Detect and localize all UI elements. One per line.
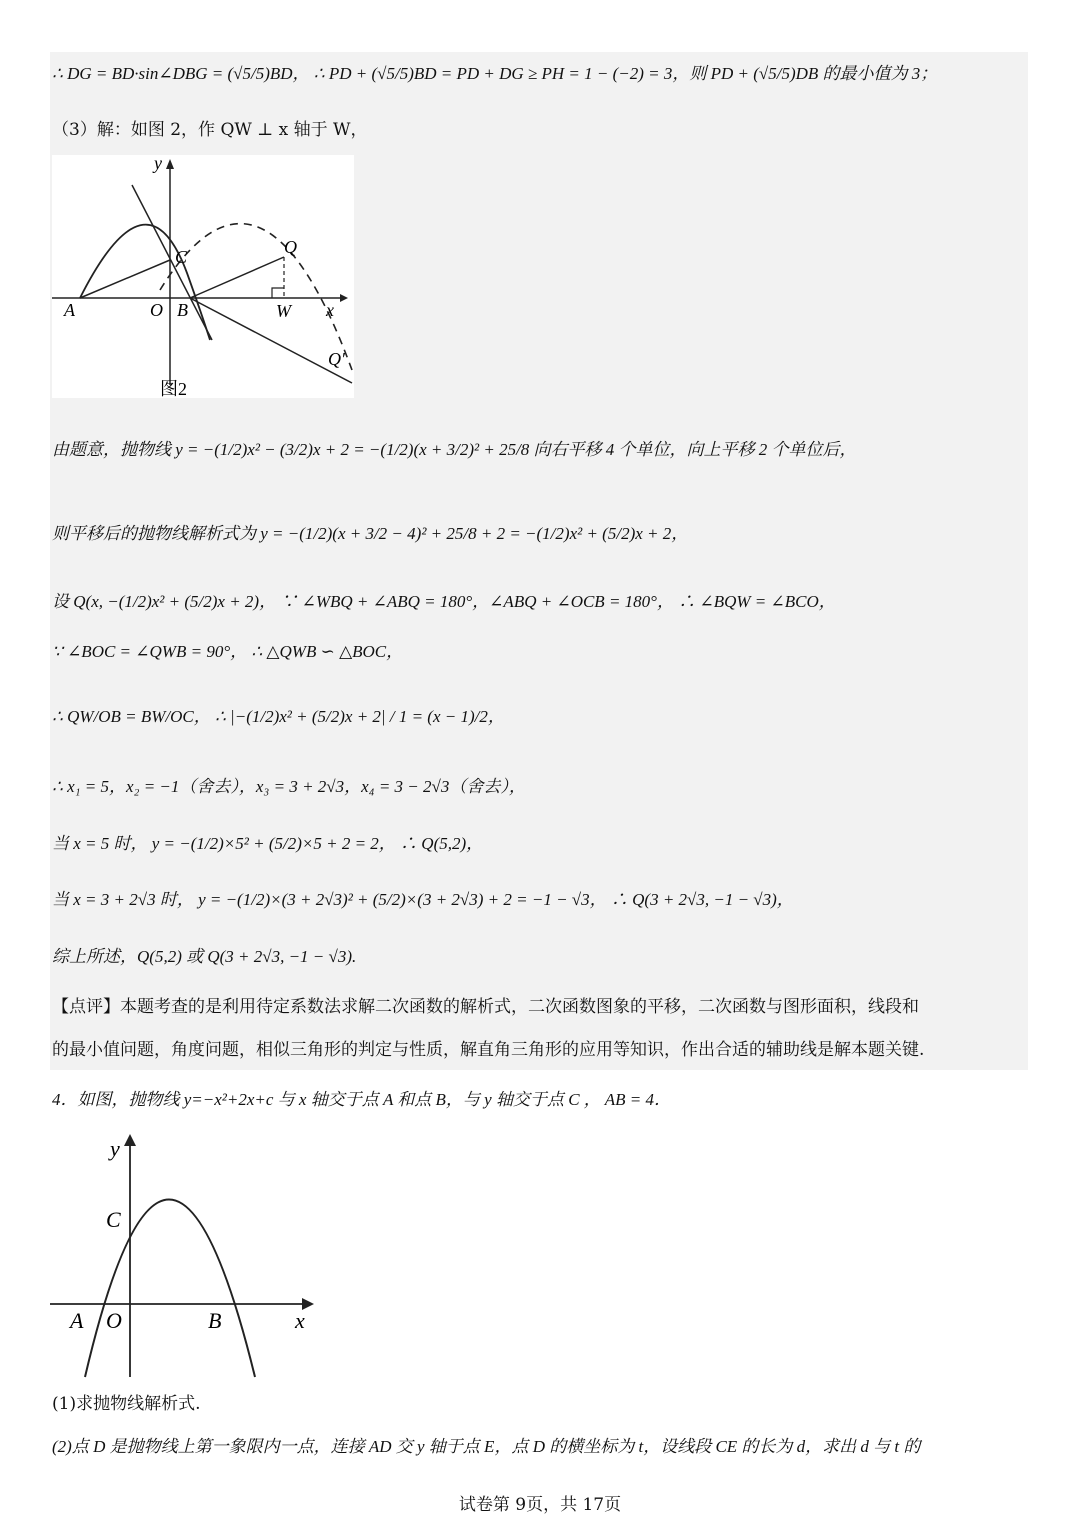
problem-4-question-1: (1)求抛物线解析式. [52, 1394, 201, 1414]
review-line-1: 【点评】本题考查的是利用待定系数法求解二次函数的解析式，二次函数图象的平移，二次函数与图形面积，线段和 [52, 997, 919, 1017]
line-cb [132, 185, 212, 340]
label-y: y [154, 155, 162, 173]
solution-line-2: （3）解：如图 2，作 QW ⊥ x 轴于 W， [52, 120, 368, 140]
solution-line-4: 则平移后的抛物线解析式为 y = −(1/2)(x + 3/2 − 4)² + 25/8 + 2 = −(1/2)x² + (5/2)x + 2， [52, 524, 689, 543]
review-line-2: 的最小值问题，角度问题，相似三角形的判定与性质，解直角三角形的应用等知识，作出合适的辅助线是解本题关键. [52, 1040, 925, 1060]
label-a: A [64, 300, 75, 320]
p4-label-o: O [106, 1308, 122, 1333]
solution-line-3: 由题意，抛物线 y = −(1/2)x² − (3/2)x + 2 = −(1/2)(x + 3/2)² + 25/8 向右平移 4 个单位，向上平移 2 个单位后， [52, 440, 857, 459]
solution-line-7: ∴ QW/OB = BW/OC， ∴ |−(1/2)x² + (5/2)x + 2| / 1 = (x − 1)/2， [52, 707, 505, 726]
right-angle-mark [272, 288, 284, 298]
x-axis-arrow [340, 294, 348, 302]
p4-label-y: y [110, 1136, 120, 1161]
label-q: Q [284, 237, 297, 257]
figure-2 [52, 155, 354, 398]
p4-label-x: x [295, 1308, 305, 1333]
shifted-parabola [160, 224, 352, 370]
solution-line-6: ∵ ∠BOC = ∠QWB = 90°， ∴ △QWB ∽ △BOC， [52, 642, 404, 661]
solution-line-5: 设 Q(x, −(1/2)x² + (5/2)x + 2)， ∵ ∠WBQ + ∠ABQ = 180°，∠ABQ + ∠OCB = 180°， ∴ ∠BQW = ∠BCO， [52, 592, 836, 611]
problem-4-graph [50, 1132, 325, 1380]
label-x: x [326, 300, 334, 320]
original-parabola [80, 225, 210, 340]
p4-label-b: B [208, 1308, 222, 1333]
page-footer: 试卷第 9页，共 17页 [458, 1495, 622, 1515]
label-w: W [276, 301, 291, 321]
label-q-prime: Q′ [328, 349, 345, 369]
label-c: C [175, 247, 188, 267]
solution-line-11: 综上所述，Q(5,2) 或 Q(3 + 2√3, −1 − √3). [52, 947, 357, 966]
line-ac [80, 260, 170, 298]
figure-2-graph [52, 155, 354, 398]
problem-4-stem: 4．如图，抛物线 y=−x²+2x+c 与 x 轴交于点 A 和点 B，与 y 轴交于点 C ， AB = 4． [52, 1090, 671, 1109]
problem-4-question-2: (2)点 D 是抛物线上第一象限内一点，连接 AD 交 y 轴于点 E，点 D 的横坐标为 t，设线段 CE 的长为 d，求出 d 与 t 的 [52, 1437, 921, 1456]
problem-4-figure [50, 1132, 325, 1380]
solution-line-8: ∴ x₁ = 5，x₂ = −1（舍去），x₃ = 3 + 2√3，x₄ = 3 − 2√3（舍去）， [52, 777, 526, 796]
label-o: O [150, 300, 163, 320]
solution-line-1: ∴ DG = BD·sin∠DBG = (√5/5)BD， ∴ PD + (√5/5)BD = PD + DG ≥ PH = 1 − (−2) = 3，则 PD + (√5/5)DB 的最小值为 3； [52, 64, 938, 83]
p4-y-axis-arrow [124, 1134, 136, 1146]
y-axis-arrow [166, 159, 174, 169]
p4-label-a: A [70, 1308, 84, 1333]
solution-line-10: 当 x = 3 + 2√3 时， y = −(1/2)×(3 + 2√3)² + (5/2)×(3 + 2√3) + 2 = −1 − √3， ∴ Q(3 + 2√3, −1 − √3)， [52, 890, 794, 909]
figure-2-caption: 图2 [160, 379, 187, 398]
solution-line-9: 当 x = 5 时， y = −(1/2)×5² + (5/2)×5 + 2 = 2， ∴ Q(5,2)， [52, 834, 484, 853]
p4-label-c: C [106, 1207, 121, 1232]
line-bq [190, 257, 284, 298]
label-b: B [177, 300, 188, 320]
